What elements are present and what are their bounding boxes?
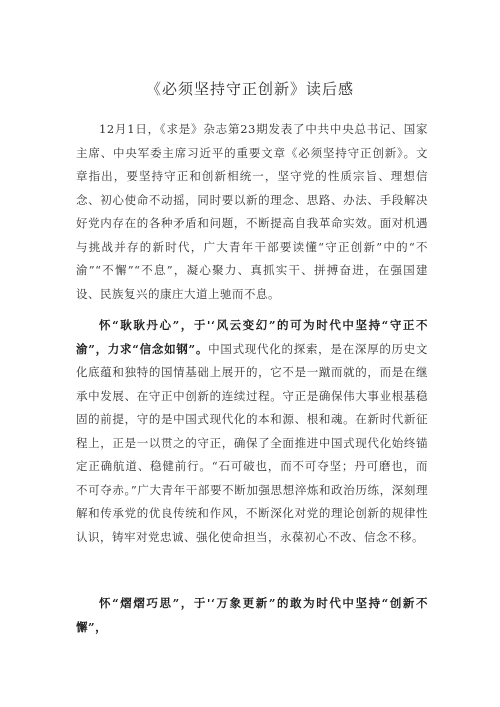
paragraph-2-text: 中国式现代化的探索，是在深厚的历史文化底蕴和独特的国情基础上展开的，它不是一蹴而就的，而是在继承中发展、在守正中创新的连续过程。守正是确保伟大事业根基稳固的前提，守的是中国式现代化的本和源、根和魂。在新时代新征程上，正是一以贯之的守正，确保了全面推进中国式现代化始终锚定正确航道、稳健前行。“石可破也，而不可夺坚；丹可磨也，而不可夺赤。”广大青年干部要不断加强思想淬炼和政治历练，深刻理解和传承党的优良传统和作风，不断深化对党的理论创新的规律性认识，铸牢对党忠诚、强化使命担当，永葆初心不改、信念不移。 [76, 341, 429, 544]
paragraph-2-lead: 怀“耿耿丹心”，于'‘风云变幻”的可为时代中坚持“守正不渝”，力求“信念如钢”。 [76, 318, 428, 356]
paragraph-2 [76, 314, 428, 549]
document-title: 《必须坚持守正创新》读后感 [145, 80, 354, 98]
paragraph-3 [76, 592, 428, 639]
paragraph-1 [76, 118, 428, 306]
paragraph-1-text: 12月1日，《求是》杂志第23期发表了中共中央总书记、国家主席、中央军委主席习近平的重要文章《必须坚持守正创新》。文章指出，要坚持守正和创新相统一，坚守党的性质宗旨、理想信念、初心使命不动摇，同时要以新的理念、思路、办法、手段解决好党内存在的各种矛盾和问题，不断提高自我革命实效。面对机遇与挑战并存的新时代，广大青年干部要读懂“守正创新”中的“不渝”“不懈”“不息”，凝心聚力、真抓实干、拼搏奋进，在强国建设、民族复兴的康庄大道上驰而不息。 [76, 122, 428, 301]
paragraph-3-lead: 怀“熠熠巧思”，于'‘万象更新”的敢为时代中坚持“创新不懈”， [76, 596, 428, 634]
